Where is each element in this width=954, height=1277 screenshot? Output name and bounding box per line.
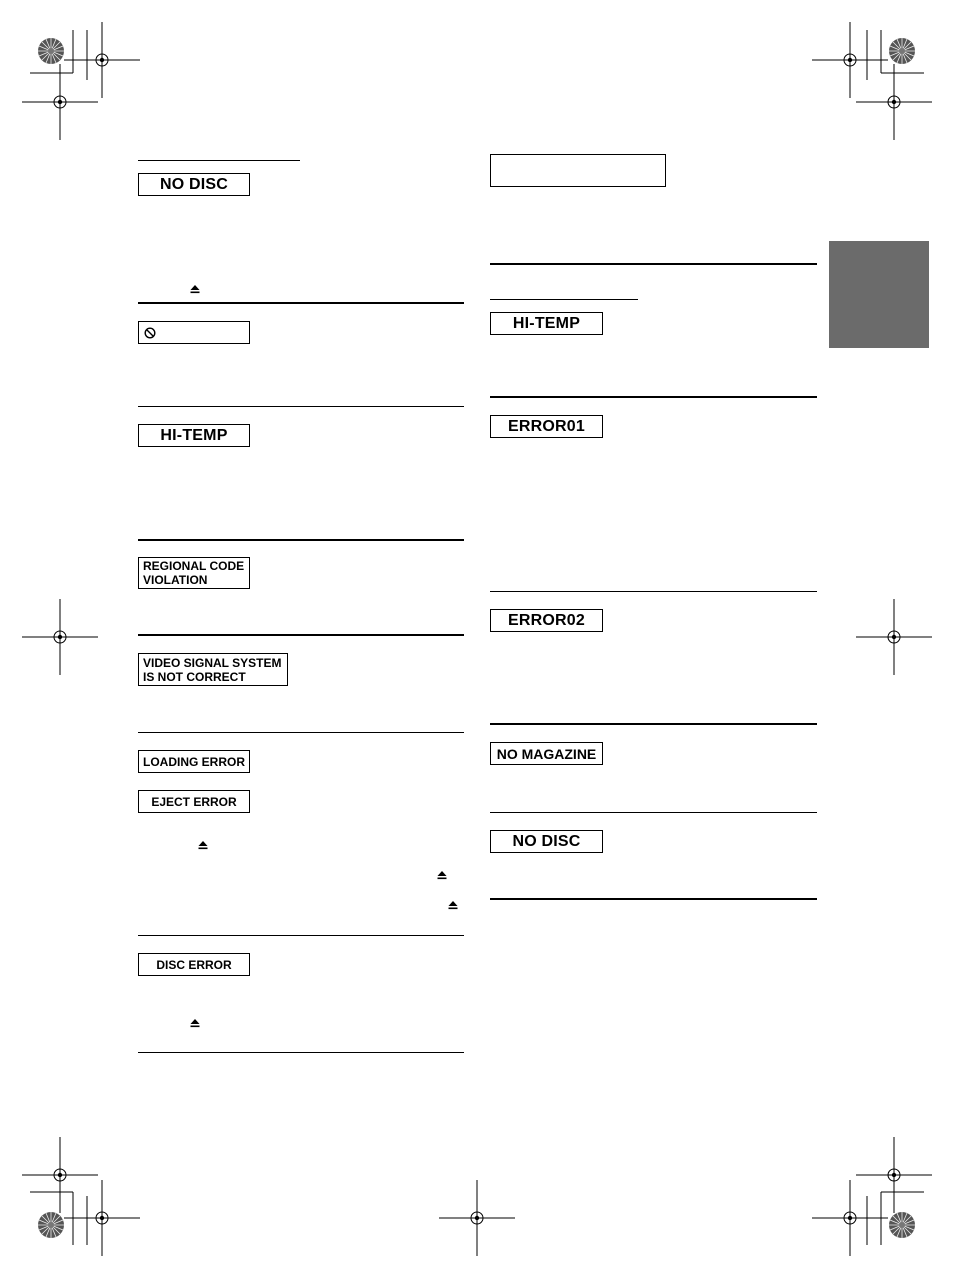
divider — [138, 302, 464, 304]
message-box-eject-error: EJECT ERROR — [138, 790, 250, 813]
section-heading-rule — [490, 299, 638, 300]
message-box-blank — [490, 154, 666, 187]
message-line-1: REGIONAL CODE — [143, 559, 245, 573]
message-box-prohibited — [138, 321, 250, 344]
divider — [138, 1052, 464, 1053]
divider — [138, 406, 464, 407]
divider — [490, 723, 817, 725]
divider — [490, 263, 817, 265]
prohibited-icon — [144, 327, 156, 339]
message-box-error02: ERROR02 — [490, 609, 603, 632]
eject-icon — [437, 870, 447, 880]
eject-icon — [190, 284, 200, 294]
section-tab — [829, 241, 929, 348]
message-line-1: VIDEO SIGNAL SYSTEM — [143, 655, 282, 670]
eject-icon — [190, 1018, 200, 1028]
divider — [490, 812, 817, 813]
message-box-hi-temp: HI-TEMP — [138, 424, 250, 447]
divider — [490, 898, 817, 900]
divider — [138, 634, 464, 636]
registration-mark-icon — [38, 1212, 64, 1238]
message-box-no-disc: NO DISC — [490, 830, 603, 853]
message-box-regional-code — [138, 557, 250, 589]
message-line-2: VIOLATION — [143, 573, 208, 587]
message-box-hi-temp: HI-TEMP — [490, 312, 603, 335]
message-line-2: IS NOT CORRECT — [143, 669, 246, 684]
message-box-disc-error: DISC ERROR — [138, 953, 250, 976]
divider — [138, 539, 464, 541]
registration-mark-icon — [38, 38, 64, 64]
message-box-loading-error: LOADING ERROR — [138, 750, 250, 773]
message-box-no-disc: NO DISC — [138, 173, 250, 196]
message-box-error01: ERROR01 — [490, 415, 603, 438]
eject-icon — [448, 900, 458, 910]
divider — [138, 935, 464, 936]
registration-mark-icon — [889, 1212, 915, 1238]
divider — [138, 732, 464, 733]
message-box-video-signal — [138, 653, 288, 686]
eject-icon — [198, 840, 208, 850]
message-box-no-magazine: NO MAGAZINE — [490, 742, 603, 765]
section-heading-rule — [138, 160, 300, 161]
registration-mark-icon — [889, 38, 915, 64]
divider — [490, 591, 817, 592]
divider — [490, 396, 817, 398]
